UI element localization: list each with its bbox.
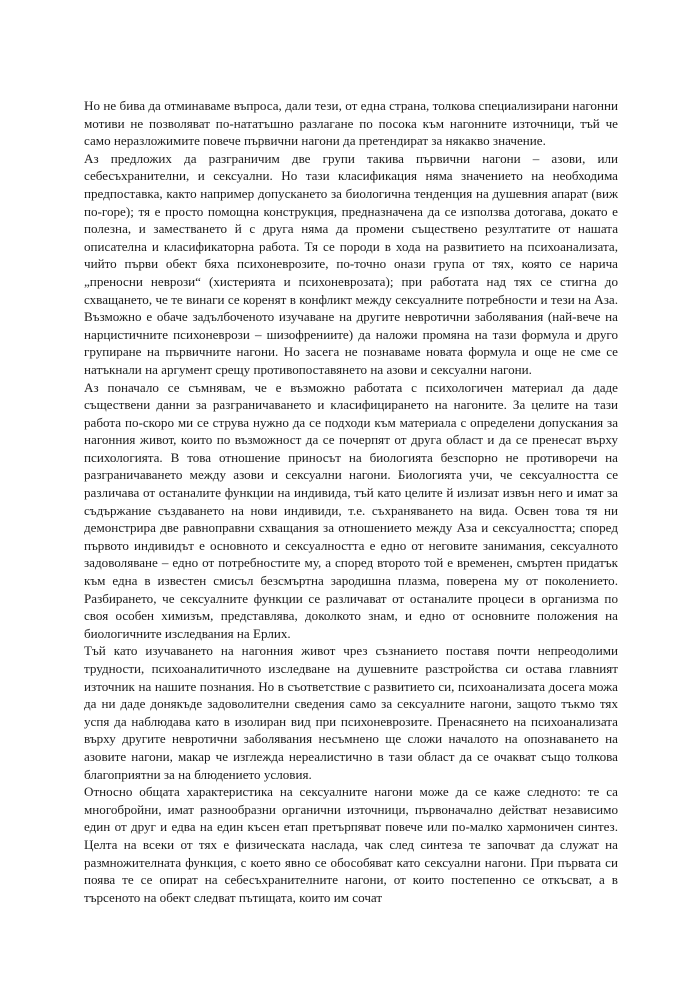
paragraph-3: Аз поначало се съмнявам, че е възможно работата с психологичен материал да даде съществени данни за разграничаването и класифицирането на нагоните. За целите на тази работа по-скоро ми се струва нужно да се подходи към материала с определени допускания за нагонния живот, които по възможност да се почерпят от друга област и да се пренесат върху психологията. В това отношение приносът на биологията безспорно не противоречи на разграничаването между азови и сексуални нагони. Биологията учи, че сексуалността се различава от останалите функции на индивида, тъй като целите й излизат извън него и имат за съдържание създаването на нови индивиди, т.е. съхраняването на вида. Освен това тя ни демонстрира две равноправни схващания за отношението между Аза и сексуалността; според първото индивидът е основното и сексуалността е едно от неговите занимания, сексуалното задоволяване – едно от потребностите му, а според второто той е временен, смъртен придатък към една в известен смисъл безсмъртна зародишна плазма, поверена му от поколението. Разбирането, че сексуалните функции се различават от останалите процеси в организма по своя особен химизъм, представлява, доколкото знам, и едно от основните положения на биологичните изследвания на Ерлих.	[84, 379, 618, 641]
paragraph-5: Относно общата характеристика на сексуалните нагони може да се каже следното: те са многобройни, имат разнообразни органични източници, първоначално действат независимо един от друг и едва на един късен етап претърпяват повече или по-малко хармоничен синтез. Целта на всеки от тях е физическата наслада, чак след синтеза те започват да служат на размножителната функция, с което явно се обособяват като сексуални нагони. При първата си поява те се опират на себесъхранителните нагони, от които постепенно се откъсват, а в търсеното на обект следват пътищата, които им сочат	[84, 784, 618, 905]
paragraph-4: Тъй като изучаването на нагонния живот чрез съзнанието поставя почти непреодолими трудности, психоаналитичното изследване на душевните разстройства си остава главният източник на нашите познания. Но в съответствие с развитието си, психоанализата досега можа да ни даде донякъде задоволителни сведения само за сексуалните нагони, защото тъкмо тях успя да наблюдава като в изолиран вид при психоневрозите. Пренасянето на психоанализата върху другите невротични заболявания несъмнено ще сложи началото на опознаването на азовите нагони, макар че изглежда нереалистично в тази област да се очакват също толкова благоприятни за на блюдението условия.	[84, 643, 618, 782]
paragraph-1: Но не бива да отминаваме въпроса, дали тези, от една страна, толкова специализирани нагонни мотиви не позволяват по-нататъшно разлагане по посока към нагонните източници, тъй че само неразложимите повече първични нагони да претендират за някакво значение.	[84, 98, 618, 149]
document-page	[84, 97, 618, 906]
paragraph-2: Аз предложих да разграничим две групи такива първични нагони – азови, или себесъхранителни, и сексуални. Но тази класификация няма значението на необходима предпоставка, както например допускането за биологична тенденция на душевния апарат (виж по-горе); тя е просто помощна конструкция, предназначена да се използва дотогава, докато е полезна, и заместването й с друга няма да промени съществено резултатите от нашата описателна и класификаторна работа. Тя се породи в хода на развитието на психоанализата, чийто първи обект бяха психоневрозите, по-точно онази група от тях, която се нарича „преносни неврози“ (хистерията и психоневрозата); при работата над тях се стигна до схващането, че те винаги се коренят в конфликт между сексуалните потребности и тези на Аза. Възможно е обаче задълбоченото изучаване на другите невротични заболявания (най-вече на нарцистичните психоневрози – шизофрениите) да наложи промяна на тази формула и друго групиране на първичните нагони. Но засега не познаваме новата формула и още не сме се натъкнали на аргумент срещу противопоставянето на азови и сексуални нагони.	[84, 150, 618, 377]
